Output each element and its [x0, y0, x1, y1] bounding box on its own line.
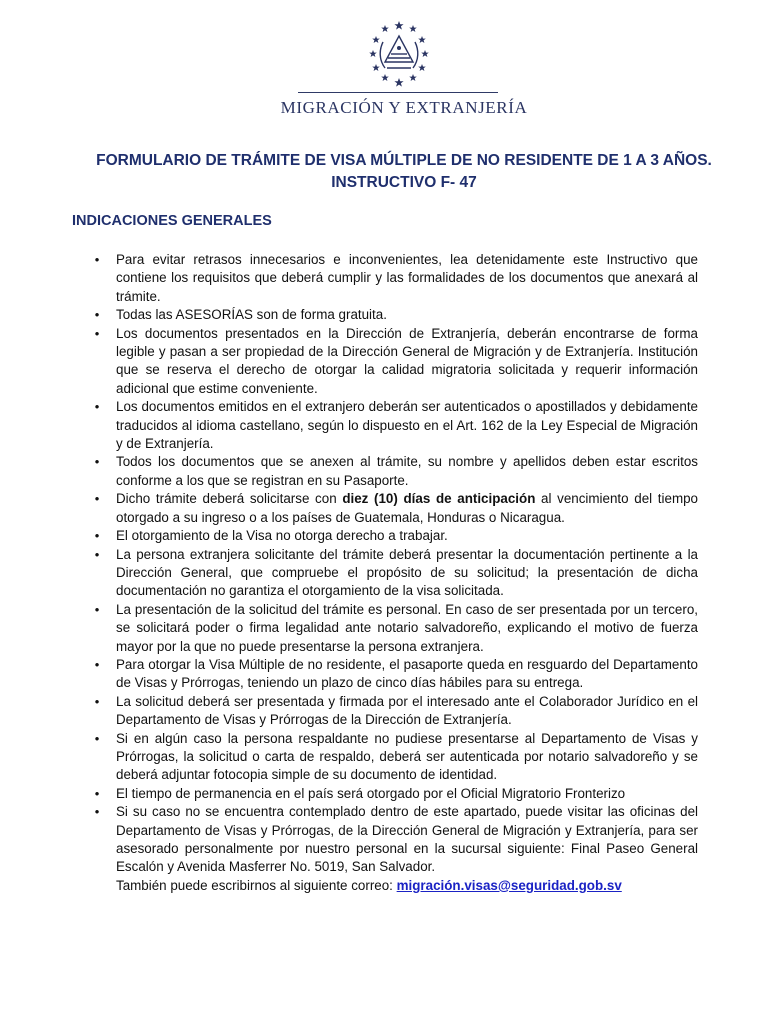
list-item [94, 490, 698, 527]
bullet-icon: • [94, 785, 100, 801]
bullet-icon: • [94, 307, 100, 323]
list-item [94, 546, 698, 601]
bullet-icon: • [94, 454, 100, 470]
list-item [94, 601, 698, 656]
list-item [94, 693, 698, 730]
bullet-icon: • [94, 730, 100, 746]
list-item-text: La presentación de la solicitud del trámite es personal. En caso de ser presentada por un tercero, se solicitará poder o firma legalidad ante notario salvadoreño, explicando el motivo de fuerza mayor por la que no puede presentarse la persona extranjera. [116, 601, 698, 654]
list-item-text: El otorgamiento de la Visa no otorga derecho a trabajar. [116, 528, 448, 544]
email-link[interactable]: migración.visas@seguridad.gob.sv [396, 877, 622, 893]
bullet-icon: • [94, 546, 100, 562]
list-item-text: El tiempo de permanencia en el país será otorgado por el Oficial Migratorio Fronterizo [116, 785, 626, 801]
contact-label: También puede escribirnos al siguiente correo: [116, 877, 397, 893]
agency-name: MIGRACIÓN Y EXTRANJERÍA [280, 98, 528, 117]
list-item-text-post: al vencimiento del tiempo otorgado a su ingreso o a los países de Guatemala, Honduras o Nicaragua. [116, 491, 698, 525]
list-item-text: Si en algún caso la persona respaldante no pudiese presentarse al Departamento de Visas y Prórrogas, la solicitud o carta de respaldo, deberá ser autenticada por notario salvadoreño y se deberá adjuntar fotocopia simple de su documento de identidad. [116, 730, 698, 783]
instructions-list [94, 251, 698, 895]
document-title: FORMULARIO DE TRÁMITE DE VISA MÚLTIPLE DE NO RESIDENTE DE 1 A 3 AÑOS. [96, 152, 712, 169]
bullet-icon: • [94, 325, 100, 341]
list-item [94, 325, 698, 399]
bullet-icon: • [94, 804, 100, 820]
list-item-text: Para evitar retrasos innecesarios e inconvenientes, lea detenidamente este Instructivo que contiene los requisitos que deberá cumplir y las formalidades de los documentos que anexará al trámite. [116, 252, 698, 304]
bullet-icon: • [94, 656, 100, 672]
bullet-icon: • [94, 693, 100, 709]
list-item [94, 453, 698, 490]
bullet-icon: • [94, 252, 100, 267]
list-item [94, 730, 698, 785]
bullet-icon: • [94, 399, 100, 415]
notice-period: diez (10) días de anticipación [342, 491, 536, 507]
list-item-text: La persona extranjera solicitante del trámite deberá presentar la documentación pertinente a la Dirección General, que compruebe el propósito de su solicitud; la presentación de dicha documentación no garantiza el otorgamiento de la visa solicitada. [116, 546, 698, 599]
list-item [94, 803, 698, 895]
agency-divider [298, 92, 498, 93]
list-item [94, 306, 698, 324]
list-item-text: Todos los documentos que se anexen al trámite, su nombre y apellidos deben estar escritos conforme a los que se registran en su Pasaporte. [116, 454, 698, 488]
list-item [94, 251, 698, 306]
document-subtitle: INSTRUCTIVO F- 47 [331, 174, 477, 191]
list-item-text: Todas las ASESORÍAS son de forma gratuita. [116, 307, 387, 323]
list-item [94, 785, 698, 803]
list-item-text: La solicitud deberá ser presentada y firmada por el interesado ante el Colaborador Jurídico en el Departamento de Visas y Prórrogas de la Dirección de Extranjería. [116, 693, 698, 728]
bullet-icon: • [94, 491, 100, 507]
list-item [94, 656, 698, 693]
section-heading: INDICACIONES GENERALES [72, 213, 272, 229]
list-item-text-pre: Dicho trámite deberá solicitarse con [116, 491, 343, 507]
list-item-text: Los documentos emitidos en el extranjero deberán ser autenticados o apostillados y debidamente traducidos al idioma castellano, según lo dispuesto en el Art. 162 de la Ley Especial de Migración y de Extranjería. [116, 399, 698, 452]
coat-of-arms-icon [369, 18, 429, 88]
list-item [94, 527, 698, 545]
list-item-text: Si su caso no se encuentra contemplado dentro de este apartado, puede visitar las oficinas del Departamento de Visas y Prórrogas, de la Dirección General de Migración y Extranjería, para ser asesorado personalmente por nuestro personal en la sucursal siguiente: Final Paseo General Escalón y Avenida Masferrer No. 5019, San Salvador. [116, 804, 698, 875]
bullet-icon: • [94, 528, 100, 544]
list-item [94, 398, 698, 453]
list-item-text: Para otorgar la Visa Múltiple de no residente, el pasaporte queda en resguardo del Departamento de Visas y Prórrogas, teniendo un plazo de cinco días hábiles para su entrega. [116, 656, 698, 691]
bullet-icon: • [94, 601, 100, 617]
list-item-text: Los documentos presentados en la Dirección de Extranjería, deberán encontrarse de forma legible y pasan a ser propiedad de la Dirección General de Migración y de Extranjería. Institución que se reserva el derecho de otorgar la calidad migratoria solicitada y requerir información adicional que estime conveniente. [116, 325, 698, 396]
